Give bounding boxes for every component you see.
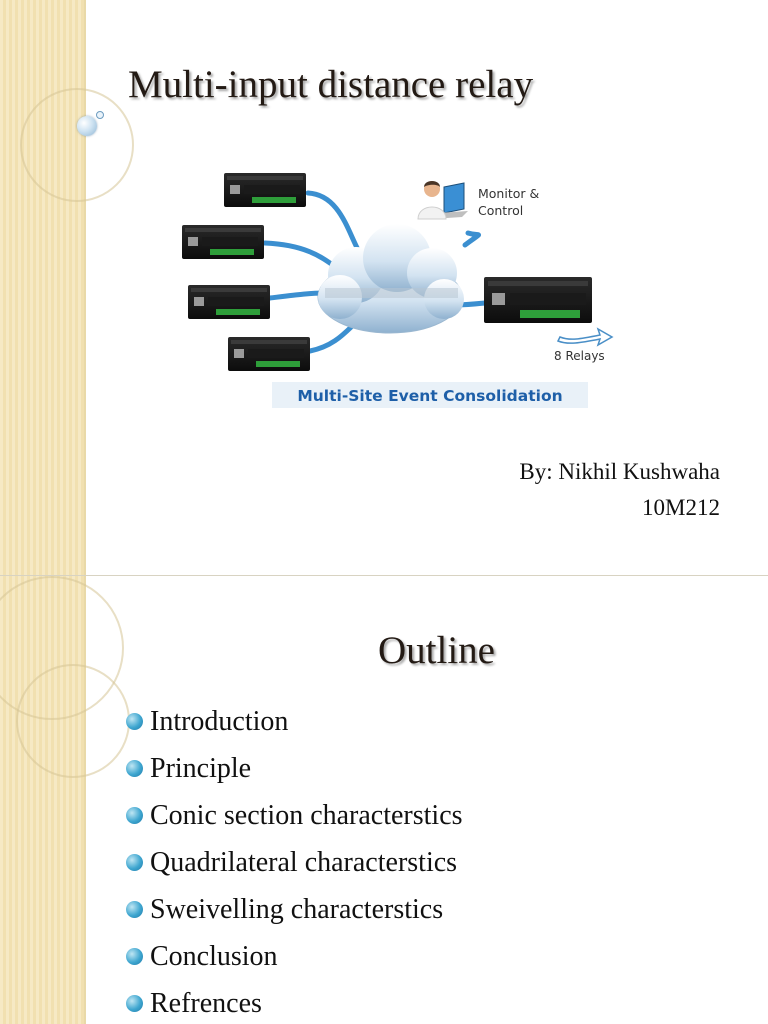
author-name: By: Nikhil Kushwaha (519, 459, 720, 484)
roll-number: 10M212 (642, 495, 720, 520)
relay-device-icon (228, 337, 310, 371)
list-item-label: Refrences (150, 988, 262, 1019)
relay-device-icon (224, 173, 306, 207)
decorative-ring (20, 88, 134, 202)
outline-list (124, 698, 463, 1024)
bullet-icon (126, 713, 143, 730)
list-item-label: Principle (150, 753, 252, 784)
slide-2 (0, 576, 768, 1024)
bullet-icon (126, 901, 143, 918)
bullet-icon (126, 995, 143, 1012)
list-item-label: Quadrilateral characterstics (150, 847, 458, 878)
relay-device-icon (182, 225, 264, 259)
list-item-label: Sweivelling characterstics (150, 894, 444, 925)
bullet-icon (126, 854, 143, 871)
network-diagram (160, 165, 620, 420)
cloud-icon (318, 224, 464, 333)
list-item (124, 933, 463, 980)
bullet-icon (126, 760, 143, 777)
diagram-caption: Multi-Site Event Consolidation (297, 387, 563, 405)
list-item (124, 980, 463, 1024)
list-item (124, 839, 463, 886)
relays-label: 8 Relays (554, 349, 605, 363)
decorative-ring (16, 664, 130, 778)
list-item-label: Conic section characterstics (150, 800, 463, 831)
list-item (124, 745, 463, 792)
list-item (124, 886, 463, 933)
list-item-label: Conclusion (150, 941, 278, 972)
list-item-label: Introduction (150, 706, 289, 737)
bullet-icon (126, 807, 143, 824)
side-band (0, 0, 84, 576)
side-band-edge (84, 0, 86, 576)
list-item (124, 792, 463, 839)
author-block (519, 454, 720, 526)
bubble-ornament-small (96, 111, 104, 119)
slide-title: Multi-input distance relay (128, 63, 534, 106)
relay-device-icon (484, 277, 592, 323)
monitor-label-line1: Monitor & (478, 186, 540, 201)
bullet-icon (126, 948, 143, 965)
monitor-label-line2: Control (478, 203, 524, 218)
relay-device-icon (188, 285, 270, 319)
bubble-ornament (77, 116, 97, 136)
relay-output-arrow-icon (558, 329, 612, 345)
user-laptop-icon (418, 181, 468, 219)
list-item (124, 698, 463, 745)
outline-title: Outline (378, 629, 495, 672)
